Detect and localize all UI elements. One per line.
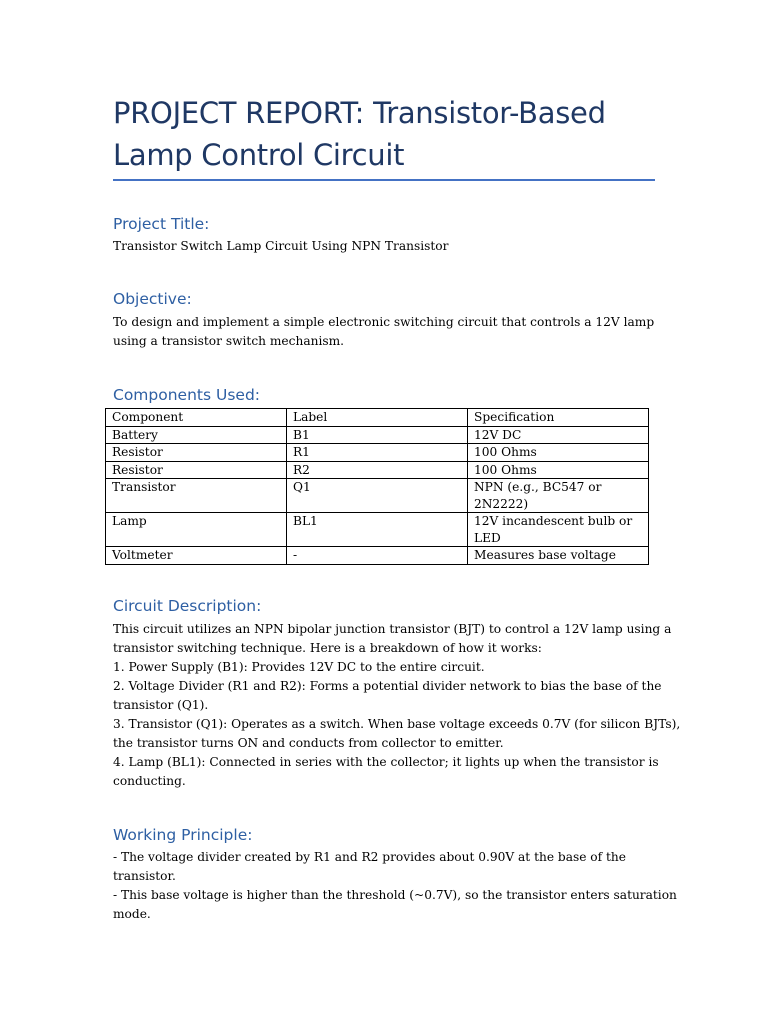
circuit-description-line: 3. Transistor (Q1): Operates as a switch. When base voltage exceeds 0.7V (for silicon BJTs), bbox=[113, 717, 681, 731]
table-row bbox=[106, 479, 649, 513]
working-principle-line: transistor. bbox=[113, 869, 176, 883]
working-principle-line: mode. bbox=[113, 907, 151, 921]
document-title-line-1: PROJECT REPORT: Transistor-Based bbox=[113, 96, 606, 130]
table-row bbox=[106, 426, 649, 444]
circuit-description-text bbox=[113, 620, 681, 791]
objective-line: using a transistor switch mechanism. bbox=[113, 334, 345, 348]
document-title bbox=[113, 92, 655, 176]
working-principle-text bbox=[113, 848, 677, 924]
objective-line: To design and implement a simple electronic switching circuit that controls a 12V lamp bbox=[113, 315, 655, 329]
table-header-cell: Component bbox=[106, 409, 287, 427]
table-row bbox=[106, 444, 649, 462]
document-title-line-2: Lamp Control Circuit bbox=[113, 138, 405, 172]
specification-cell: Measures base voltage bbox=[468, 547, 649, 565]
component-cell: Transistor bbox=[106, 479, 287, 513]
table-header-cell: Specification bbox=[468, 409, 649, 427]
working-principle-line: - This base voltage is higher than the threshold (~0.7V), so the transistor enters saturation bbox=[113, 888, 677, 902]
circuit-description-line: the transistor turns ON and conducts from collector to emitter. bbox=[113, 736, 504, 750]
circuit-description-line: 1. Power Supply (B1): Provides 12V DC to the entire circuit. bbox=[113, 660, 485, 674]
table-header-cell: Label bbox=[287, 409, 468, 427]
table-row bbox=[106, 461, 649, 479]
specification-cell: 100 Ohms bbox=[468, 461, 649, 479]
circuit-description-line: 2. Voltage Divider (R1 and R2): Forms a potential divider network to bias the base of the bbox=[113, 679, 662, 693]
project-title-text bbox=[113, 237, 655, 256]
component-cell: Resistor bbox=[106, 444, 287, 462]
specification-cell: 12V DC bbox=[468, 426, 649, 444]
label-cell: B1 bbox=[287, 426, 468, 444]
table-row bbox=[106, 513, 649, 547]
circuit-description-line: conducting. bbox=[113, 774, 186, 788]
circuit-description-line: 4. Lamp (BL1): Connected in series with the collector; it lights up when the transistor is bbox=[113, 755, 659, 769]
working-principle-line: - The voltage divider created by R1 and R2 provides about 0.90V at the base of the bbox=[113, 850, 626, 864]
label-cell: R2 bbox=[287, 461, 468, 479]
project-title-line: Transistor Switch Lamp Circuit Using NPN Transistor bbox=[113, 239, 449, 253]
specification-line: NPN (e.g., BC547 or bbox=[474, 480, 602, 494]
component-cell: Battery bbox=[106, 426, 287, 444]
project-title-heading: Project Title: bbox=[113, 215, 210, 233]
table-row bbox=[106, 547, 649, 565]
specification-line: 2N2222) bbox=[474, 496, 529, 511]
circuit-description-heading: Circuit Description: bbox=[113, 597, 262, 615]
component-cell: Resistor bbox=[106, 461, 287, 479]
components-table bbox=[105, 408, 649, 565]
component-cell: Lamp bbox=[106, 513, 287, 547]
objective-text bbox=[113, 313, 655, 351]
label-cell: - bbox=[287, 547, 468, 565]
circuit-description-line: transistor switching technique. Here is a breakdown of how it works: bbox=[113, 641, 542, 655]
specification-cell bbox=[468, 479, 649, 513]
circuit-description-line: This circuit utilizes an NPN bipolar junction transistor (BJT) to control a 12V lamp using a bbox=[113, 622, 672, 636]
specification-line: 12V incandescent bulb or bbox=[474, 514, 633, 528]
specification-cell bbox=[468, 513, 649, 547]
components-heading: Components Used: bbox=[113, 386, 261, 404]
title-underline-rule bbox=[113, 179, 655, 181]
label-cell: R1 bbox=[287, 444, 468, 462]
table-header-row bbox=[106, 409, 649, 427]
label-cell: Q1 bbox=[287, 479, 468, 513]
circuit-description-line: transistor (Q1). bbox=[113, 698, 209, 712]
objective-heading: Objective: bbox=[113, 290, 192, 308]
working-principle-heading: Working Principle: bbox=[113, 826, 253, 844]
specification-line: LED bbox=[474, 530, 501, 545]
specification-cell: 100 Ohms bbox=[468, 444, 649, 462]
component-cell: Voltmeter bbox=[106, 547, 287, 565]
label-cell: BL1 bbox=[287, 513, 468, 547]
